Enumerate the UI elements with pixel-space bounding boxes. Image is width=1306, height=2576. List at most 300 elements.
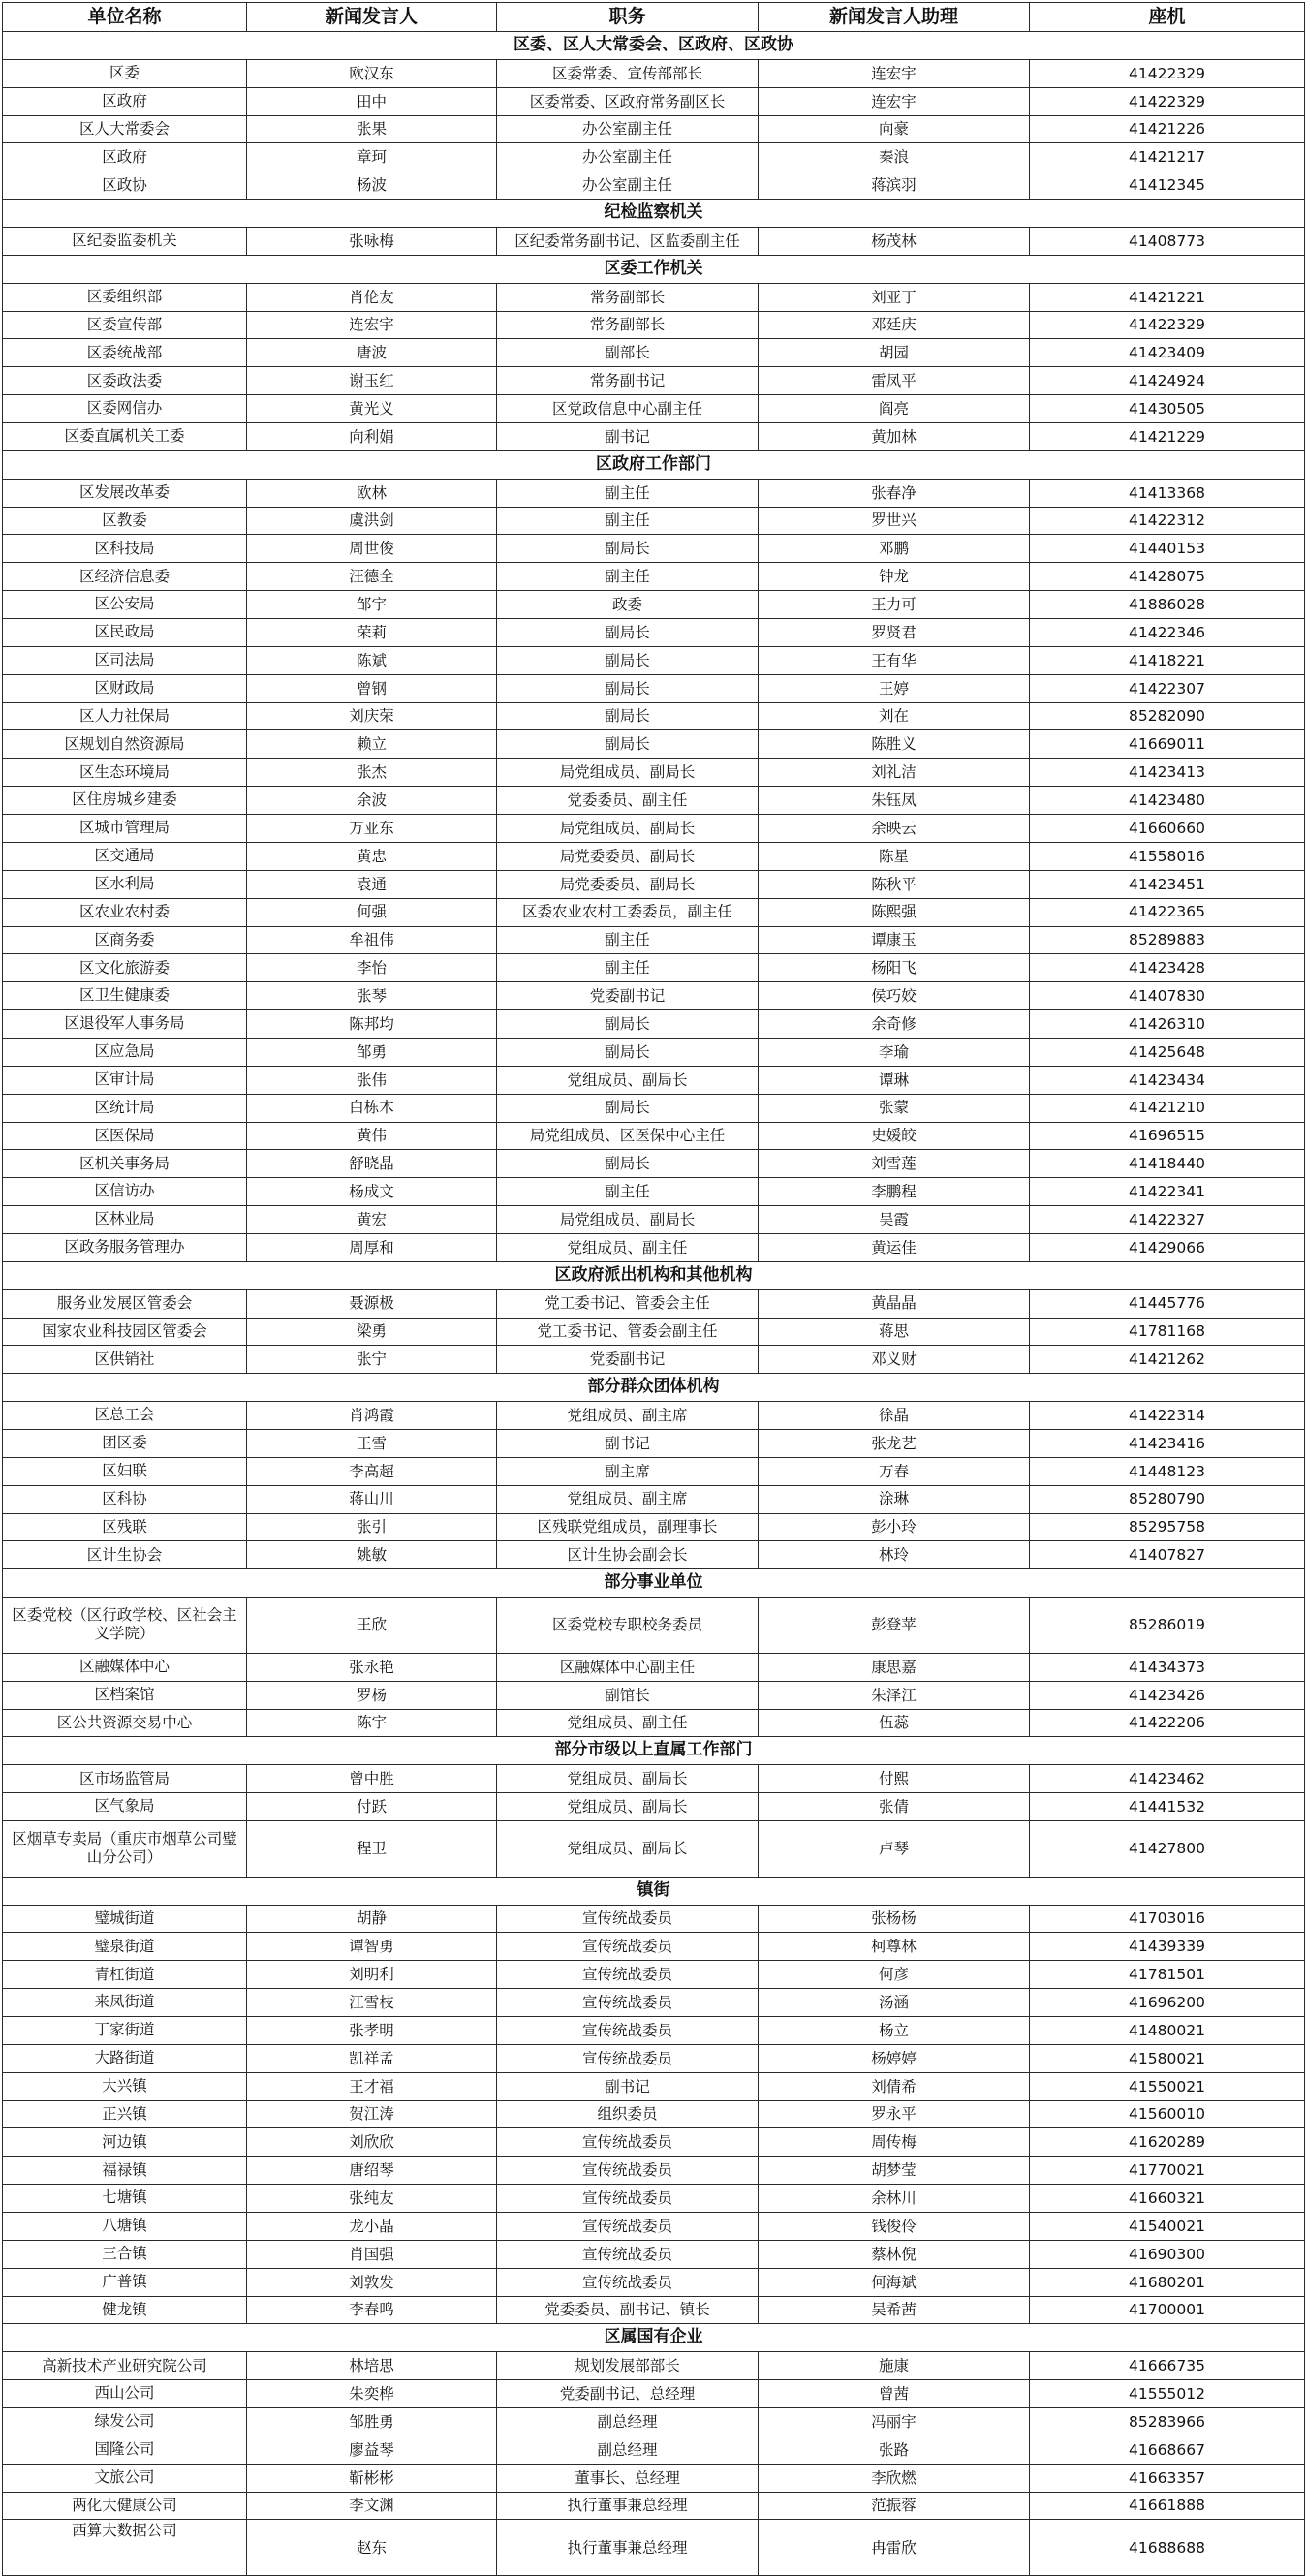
cell-phone: 41424924 [1030,367,1305,395]
cell-phone: 41661888 [1030,2492,1305,2520]
cell-phone: 41696200 [1030,1989,1305,2017]
cell-phone: 41423451 [1030,870,1305,898]
cell-spokesperson: 陈宇 [247,1709,497,1737]
cell-spokesperson: 杨成文 [247,1178,497,1206]
cell-position: 副主席 [497,1457,759,1485]
cell-unit: 区教委 [3,507,247,535]
cell-assistant: 冉雷欣 [759,2520,1030,2576]
cell-unit: 区卫生健康委 [3,982,247,1010]
cell-spokesperson: 黄忠 [247,842,497,870]
cell-position: 副主任 [497,479,759,507]
cell-position: 党委副书记 [497,982,759,1010]
table-row [3,1038,1305,1066]
table-row [3,815,1305,843]
cell-unit: 璧城街道 [3,1905,247,1933]
cell-phone: 41423426 [1030,1681,1305,1709]
cell-spokesperson: 肖伦友 [247,283,497,311]
table-row [3,423,1305,451]
table-row [3,1150,1305,1178]
cell-unit: 区科技局 [3,535,247,563]
cell-position: 党工委书记、管委会副主任 [497,1318,759,1346]
cell-unit: 区气象局 [3,1793,247,1821]
cell-unit: 区经济信息委 [3,563,247,591]
cell-phone: 41425648 [1030,1038,1305,1066]
table-row [3,1653,1305,1681]
cell-position: 党组成员、副主任 [497,1709,759,1737]
table-row [3,926,1305,954]
cell-assistant: 张路 [759,2436,1030,2464]
table-row [3,283,1305,311]
cell-assistant: 秦浪 [759,143,1030,171]
cell-phone: 41422314 [1030,1402,1305,1430]
table-row [3,1485,1305,1513]
table-row [3,2240,1305,2268]
cell-assistant: 刘在 [759,702,1030,730]
cell-position: 宣传统战委员 [497,1989,759,2017]
cell-phone: 41620289 [1030,2128,1305,2157]
cell-unit: 大路街道 [3,2044,247,2072]
cell-phone: 41696515 [1030,1122,1305,1150]
cell-assistant: 张春净 [759,479,1030,507]
cell-unit: 国隆公司 [3,2436,247,2464]
cell-assistant: 罗贤君 [759,619,1030,647]
cell-phone: 85280790 [1030,1485,1305,1513]
cell-spokesperson: 李春鸣 [247,2296,497,2324]
section-title: 部分市级以上直属工作部门 [3,1737,1305,1765]
cell-phone: 41555012 [1030,2380,1305,2408]
cell-spokesperson: 虞洪剑 [247,507,497,535]
table-row [3,1122,1305,1150]
cell-assistant: 吴霞 [759,1206,1030,1234]
cell-unit: 正兴镇 [3,2100,247,2128]
table-row [3,1206,1305,1234]
table-row [3,1402,1305,1430]
table-row [3,1094,1305,1122]
cell-spokesperson: 林培思 [247,2352,497,2380]
cell-assistant: 陈星 [759,842,1030,870]
cell-spokesperson: 张杰 [247,759,497,787]
section-title: 镇街 [3,1877,1305,1905]
cell-spokesperson: 牟祖伟 [247,926,497,954]
table-row [3,1318,1305,1346]
cell-unit: 两化大健康公司 [3,2492,247,2520]
cell-assistant: 卢琴 [759,1821,1030,1878]
table-row [3,59,1305,87]
table-row [3,1709,1305,1737]
table-row [3,702,1305,730]
cell-position: 区残联党组成员，副理事长 [497,1513,759,1541]
cell-phone: 41666735 [1030,2352,1305,2380]
cell-spokesperson: 白栋木 [247,1094,497,1122]
cell-position: 局党委委员、副局长 [497,870,759,898]
cell-spokesperson: 张永艳 [247,1653,497,1681]
cell-unit: 服务业发展区管委会 [3,1289,247,1318]
table-row [3,1821,1305,1878]
cell-phone: 41434373 [1030,1653,1305,1681]
section-title: 纪检监察机关 [3,200,1305,228]
table-row [3,1765,1305,1793]
cell-position: 局党委委员、副局长 [497,842,759,870]
cell-position: 常务副书记 [497,367,759,395]
table-row [3,2408,1305,2436]
cell-spokesperson: 张孝明 [247,2017,497,2045]
table-row [3,1233,1305,1261]
cell-spokesperson: 江雪枝 [247,1989,497,2017]
cell-position: 宣传统战委员 [497,2044,759,2072]
cell-assistant: 吴希茜 [759,2296,1030,2324]
cell-position: 宣传统战委员 [497,2268,759,2296]
cell-spokesperson: 王欣 [247,1598,497,1654]
cell-position: 党委委员、副书记、镇长 [497,2296,759,2324]
table-row [3,2100,1305,2128]
cell-position: 组织委员 [497,2100,759,2128]
cell-phone: 41669011 [1030,730,1305,759]
cell-phone: 41421221 [1030,283,1305,311]
cell-position: 党组成员、副主任 [497,1233,759,1261]
table-row [3,143,1305,171]
cell-assistant: 林玲 [759,1541,1030,1569]
cell-spokesperson: 李怡 [247,954,497,982]
section-header-row [3,1569,1305,1598]
spokesperson-table [2,2,1305,2576]
cell-position: 宣传统战委员 [497,2017,759,2045]
cell-spokesperson: 邹宇 [247,591,497,619]
cell-phone: 41660321 [1030,2185,1305,2213]
cell-phone: 41480021 [1030,2017,1305,2045]
table-row [3,759,1305,787]
cell-spokesperson: 靳彬彬 [247,2464,497,2492]
cell-assistant: 范振蓉 [759,2492,1030,2520]
cell-position: 副局长 [497,619,759,647]
cell-position: 党组成员、副局长 [497,1066,759,1094]
cell-unit: 区委直属机关工委 [3,423,247,451]
cell-unit: 区纪委监委机关 [3,228,247,256]
cell-spokesperson: 连宏宇 [247,311,497,339]
table-row [3,1989,1305,2017]
cell-phone: 41422329 [1030,311,1305,339]
cell-unit: 区人力社保局 [3,702,247,730]
cell-assistant: 何彦 [759,1961,1030,1989]
cell-unit: 三合镇 [3,2240,247,2268]
cell-phone: 41418221 [1030,646,1305,674]
cell-position: 宣传统战委员 [497,2213,759,2241]
cell-position: 执行董事兼总经理 [497,2520,759,2576]
cell-phone: 41427800 [1030,1821,1305,1878]
cell-assistant: 连宏宇 [759,87,1030,115]
cell-spokesperson: 李高超 [247,1457,497,1485]
table-row [3,311,1305,339]
cell-phone: 41423416 [1030,1429,1305,1457]
cell-phone: 41408773 [1030,228,1305,256]
cell-unit: 区政务服务管理办 [3,1233,247,1261]
cell-assistant: 杨茂林 [759,228,1030,256]
cell-unit: 区交通局 [3,842,247,870]
cell-position: 党委委员、副主任 [497,787,759,815]
table-row [3,2352,1305,2380]
cell-position: 副主任 [497,507,759,535]
cell-assistant: 付熙 [759,1765,1030,1793]
cell-unit: 绿发公司 [3,2408,247,2436]
cell-assistant: 彭登苹 [759,1598,1030,1654]
cell-assistant: 杨立 [759,2017,1030,2045]
cell-phone: 41441532 [1030,1793,1305,1821]
cell-assistant: 康思嘉 [759,1653,1030,1681]
cell-spokesperson: 付跃 [247,1793,497,1821]
cell-spokesperson: 胡静 [247,1905,497,1933]
cell-position: 党组成员、副局长 [497,1821,759,1878]
cell-phone: 41422327 [1030,1206,1305,1234]
cell-phone: 41413368 [1030,479,1305,507]
cell-position: 副主任 [497,1178,759,1206]
cell-assistant: 陈秋平 [759,870,1030,898]
table-row [3,2436,1305,2464]
section-header-row [3,1877,1305,1905]
table-row [3,1681,1305,1709]
cell-unit: 区委网信办 [3,395,247,423]
cell-position: 党委副书记、总经理 [497,2380,759,2408]
cell-spokesperson: 刘明利 [247,1961,497,1989]
cell-assistant: 钱俊伶 [759,2213,1030,2241]
cell-unit: 区残联 [3,1513,247,1541]
cell-position: 区委常委、区政府常务副区长 [497,87,759,115]
table-row [3,1066,1305,1094]
cell-unit: 区退役军人事务局 [3,1010,247,1039]
cell-phone: 41418440 [1030,1150,1305,1178]
table-row [3,954,1305,982]
cell-spokesperson: 张果 [247,115,497,143]
cell-phone: 85282090 [1030,702,1305,730]
cell-unit: 区委 [3,59,247,87]
cell-unit: 区公共资源交易中心 [3,1709,247,1737]
cell-assistant: 谭琳 [759,1066,1030,1094]
cell-position: 办公室副主任 [497,171,759,200]
cell-position: 宣传统战委员 [497,2128,759,2157]
cell-position: 副局长 [497,1010,759,1039]
cell-spokesperson: 赵东 [247,2520,497,2576]
table-row [3,1429,1305,1457]
cell-phone: 41421229 [1030,423,1305,451]
cell-position: 宣传统战委员 [497,2157,759,2185]
cell-phone: 41440153 [1030,535,1305,563]
cell-assistant: 张龙艺 [759,1429,1030,1457]
cell-spokesperson: 章珂 [247,143,497,171]
table-row [3,563,1305,591]
cell-spokesperson: 张琴 [247,982,497,1010]
cell-phone: 41700001 [1030,2296,1305,2324]
table-row [3,507,1305,535]
cell-spokesperson: 邹勇 [247,1038,497,1066]
cell-assistant: 邓鹏 [759,535,1030,563]
cell-unit: 区住房城乡建委 [3,787,247,815]
cell-unit: 来凤街道 [3,1989,247,2017]
cell-spokesperson: 黄宏 [247,1206,497,1234]
cell-unit: 区财政局 [3,674,247,702]
cell-assistant: 朱泽江 [759,1681,1030,1709]
cell-unit: 区统计局 [3,1094,247,1122]
cell-position: 副部长 [497,339,759,367]
cell-assistant: 刘倩希 [759,2072,1030,2100]
cell-assistant: 侯巧姣 [759,982,1030,1010]
section-header-row [3,2324,1305,2352]
cell-position: 常务副部长 [497,283,759,311]
table-row [3,1905,1305,1933]
table-row [3,1513,1305,1541]
cell-phone: 41421217 [1030,143,1305,171]
table-row [3,646,1305,674]
cell-phone: 41781501 [1030,1961,1305,1989]
cell-assistant: 王力可 [759,591,1030,619]
table-row [3,1961,1305,1989]
cell-position: 副书记 [497,1429,759,1457]
cell-position: 规划发展部部长 [497,2352,759,2380]
cell-unit: 区人大常委会 [3,115,247,143]
cell-unit: 区规划自然资源局 [3,730,247,759]
cell-unit: 区委党校（区行政学校、区社会主义学院） [3,1598,247,1654]
cell-position: 宣传统战委员 [497,2240,759,2268]
cell-phone: 41680201 [1030,2268,1305,2296]
cell-position: 宣传统战委员 [497,1933,759,1961]
cell-unit: 区委政法委 [3,367,247,395]
cell-position: 副局长 [497,730,759,759]
cell-unit: 区林业局 [3,1206,247,1234]
cell-phone: 41422365 [1030,898,1305,926]
table-row [3,2157,1305,2185]
cell-position: 副总经理 [497,2436,759,2464]
table-row [3,1178,1305,1206]
cell-position: 宣传统战委员 [497,1961,759,1989]
cell-spokesperson: 黄光义 [247,395,497,423]
cell-phone: 41886028 [1030,591,1305,619]
header-unit: 单位名称 [3,3,247,32]
cell-assistant: 胡园 [759,339,1030,367]
cell-unit: 区农业农村委 [3,898,247,926]
cell-spokesperson: 陈斌 [247,646,497,674]
cell-spokesperson: 陈邦均 [247,1010,497,1039]
table-row [3,1010,1305,1039]
header-phone: 座机 [1030,3,1305,32]
cell-unit: 河边镇 [3,2128,247,2157]
cell-spokesperson: 欧汉东 [247,59,497,87]
cell-assistant: 万春 [759,1457,1030,1485]
cell-spokesperson: 谭智勇 [247,1933,497,1961]
cell-position: 副局长 [497,702,759,730]
section-header-row [3,1737,1305,1765]
cell-unit: 团区委 [3,1429,247,1457]
cell-unit: 国家农业科技园区管委会 [3,1318,247,1346]
cell-phone: 41430505 [1030,395,1305,423]
cell-spokesperson: 唐波 [247,339,497,367]
cell-spokesperson: 张宁 [247,1346,497,1374]
table-row [3,1289,1305,1318]
cell-unit: 区总工会 [3,1402,247,1430]
cell-unit: 区机关事务局 [3,1150,247,1178]
table-row [3,115,1305,143]
cell-phone: 41422329 [1030,87,1305,115]
table-row [3,2380,1305,2408]
cell-phone: 41690300 [1030,2240,1305,2268]
cell-spokesperson: 谢玉红 [247,367,497,395]
cell-phone: 41703016 [1030,1905,1305,1933]
cell-position: 区融媒体中心副主任 [497,1653,759,1681]
cell-spokesperson: 张伟 [247,1066,497,1094]
cell-phone: 41423434 [1030,1066,1305,1094]
cell-assistant: 胡梦莹 [759,2157,1030,2185]
cell-spokesperson: 汪德全 [247,563,497,591]
cell-assistant: 陈熙强 [759,898,1030,926]
cell-phone: 41445776 [1030,1289,1305,1318]
cell-position: 副主任 [497,954,759,982]
cell-position: 党组成员、副局长 [497,1765,759,1793]
cell-assistant: 刘亚丁 [759,283,1030,311]
cell-unit: 区审计局 [3,1066,247,1094]
cell-position: 党委副书记 [497,1346,759,1374]
cell-assistant: 施康 [759,2352,1030,2380]
cell-assistant: 阎亮 [759,395,1030,423]
cell-position: 副书记 [497,423,759,451]
cell-phone: 41558016 [1030,842,1305,870]
cell-spokesperson: 曾钢 [247,674,497,702]
cell-assistant: 何海斌 [759,2268,1030,2296]
cell-unit: 区应急局 [3,1038,247,1066]
cell-position: 副书记 [497,2072,759,2100]
cell-position: 区委常委、宣传部部长 [497,59,759,87]
cell-assistant: 王婷 [759,674,1030,702]
table-row [3,367,1305,395]
cell-assistant: 杨婷婷 [759,2044,1030,2072]
table-row [3,870,1305,898]
cell-phone: 41407827 [1030,1541,1305,1569]
cell-assistant: 余林川 [759,2185,1030,2213]
cell-spokesperson: 唐绍琴 [247,2157,497,2185]
cell-unit: 区委宣传部 [3,311,247,339]
cell-position: 区党政信息中心副主任 [497,395,759,423]
cell-position: 办公室副主任 [497,115,759,143]
cell-phone: 41407830 [1030,982,1305,1010]
table-row [3,787,1305,815]
cell-unit: 区信访办 [3,1178,247,1206]
table-row [3,2492,1305,2520]
section-header-row [3,255,1305,283]
cell-spokesperson: 欧林 [247,479,497,507]
cell-assistant: 黄加林 [759,423,1030,451]
cell-assistant: 陈胜义 [759,730,1030,759]
table-row [3,2072,1305,2100]
cell-assistant: 柯尊林 [759,1933,1030,1961]
cell-unit: 区司法局 [3,646,247,674]
table-row [3,2268,1305,2296]
cell-unit: 区计生协会 [3,1541,247,1569]
cell-phone: 41423480 [1030,787,1305,815]
cell-unit: 区妇联 [3,1457,247,1485]
cell-position: 副总经理 [497,2408,759,2436]
table-row [3,1933,1305,1961]
cell-position: 副局长 [497,535,759,563]
cell-position: 宣传统战委员 [497,2185,759,2213]
cell-spokesperson: 肖鸿霞 [247,1402,497,1430]
cell-position: 政委 [497,591,759,619]
table-row [3,339,1305,367]
cell-unit: 区医保局 [3,1122,247,1150]
cell-spokesperson: 龙小晶 [247,2213,497,2241]
table-row [3,1346,1305,1374]
cell-assistant: 涂琳 [759,1485,1030,1513]
cell-phone: 41423462 [1030,1765,1305,1793]
cell-spokesperson: 聂源极 [247,1289,497,1318]
cell-position: 副局长 [497,1094,759,1122]
cell-assistant: 杨阳飞 [759,954,1030,982]
table-row [3,842,1305,870]
cell-assistant: 向豪 [759,115,1030,143]
